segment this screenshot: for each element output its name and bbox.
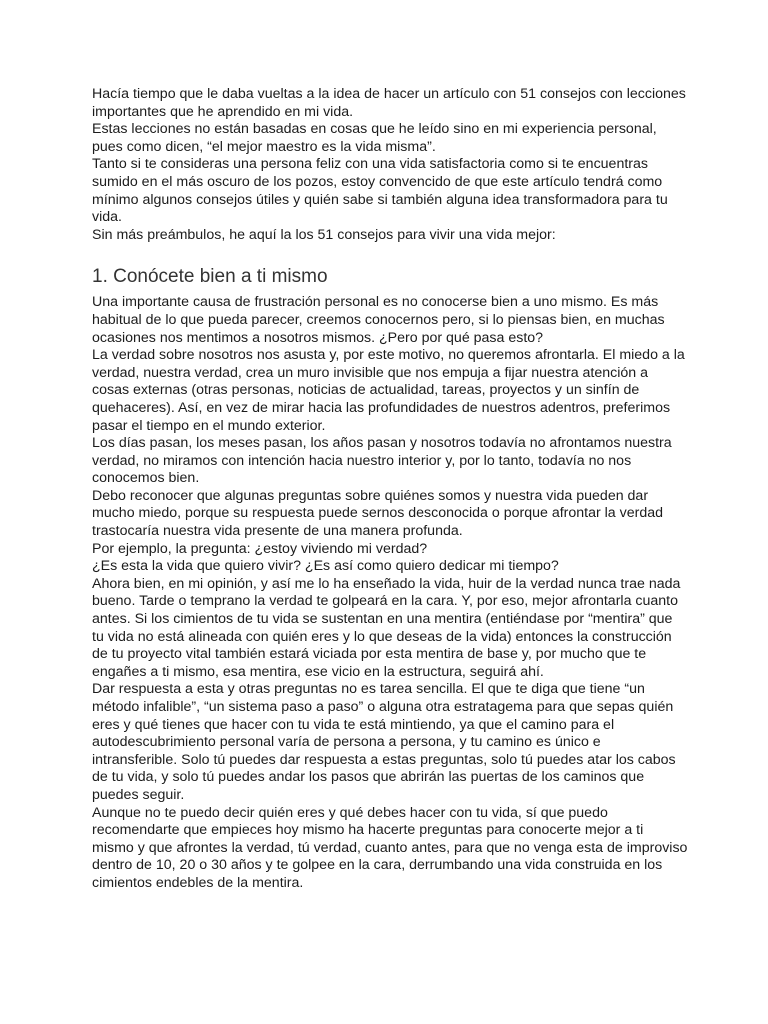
document-page [92,86,688,893]
section-heading: 1. Conócete bien a ti mismo [92,266,328,288]
body-paragraph: Por ejemplo, la pregunta: ¿estoy viviendo mi verdad? [92,540,428,557]
intro-paragraph: Hacía tiempo que le daba vueltas a la idea de hacer un artículo con 51 consejos con lecciones importantes que he aprendido en mi vida. [92,86,686,120]
body-paragraph: Los días pasan, los meses pasan, los años pasan y nosotros todavía no afrontamos nuestra verdad, no miramos con intención hacia nuestro interior y, por lo tanto, todavía no nos conocemos bien. [92,435,672,487]
body-paragraph: La verdad sobre nosotros nos asusta y, por este motivo, no queremos afrontarla. El miedo a la verdad, nuestra verdad, crea un muro invisible que nos empuja a fijar nuestra atención a cosas externas (otras personas, noticias de actualidad, tareas, proyectos y un sinfín de quehaceres). Así, en vez de mirar hacia las profundidades de nuestros adentros, preferimos pasar el tiempo en el mundo exterior. [92,347,685,434]
body-paragraph: Ahora bien, en mi opinión, y así me lo ha enseñado la vida, huir de la verdad nunca trae nada bueno. Tarde o temprano la verdad te golpeará en la cara. Y, por eso, mejor afrontarla cuanto antes. Si los cimientos de tu vida se sustentan en una mentira (entiéndase por “mentira” que tu vida no está alineada con quién eres y lo que deseas de la vida) entonces la construcción de tu proyecto vital también estará viciada por esta mentira de base y, por mucho que te engañes a ti mismo, esa mentira, ese vicio en la estructura, seguirá ahí. [92,575,681,680]
body-paragraph: Debo reconocer que algunas preguntas sobre quiénes somos y nuestra vida pueden dar mucho miedo, porque su respuesta puede sernos desconocida o porque afrontar la verdad trastocaría nuestra vida presente de una manera profunda. [92,487,664,540]
intro-paragraph: Estas lecciones no están basadas en cosas que he leído sino en mi experiencia personal, pues como dicen, “el mejor maestro es la vida misma”. [92,121,657,155]
intro-paragraph: Sin más preámbulos, he aquí la los 51 consejos para vivir una vida mejor: [92,226,556,243]
body-paragraph: Dar respuesta a esta y otras preguntas no es tarea sencilla. El que te diga que tiene “un método infalible”, “un sistema paso a paso” o alguna otra estratagema para que sepas quién eres y qué tienes que hacer con tu vida te está mintiendo, ya que el camino para el autodescubrimiento personal varía de persona a persona, y tu camino es único e intransferible. Solo tú puedes dar respuesta a estas preguntas, solo tú puedes atar los cabos de tu vida, y solo tú puedes andar los pasos que abrirán las puertas de los caminos que puedes seguir. [92,681,676,803]
body-paragraph: Una importante causa de frustración personal es no conocerse bien a uno mismo. Es más habitual de lo que pueda parecer, creemos conocernos pero, si lo piensas bien, en muchas ocasiones nos mentimos a nosotros mismos. ¿Pero por qué pasa esto? [92,294,665,346]
body-paragraph: ¿Es esta la vida que quiero vivir? ¿Es así como quiero dedicar mi tiempo? [92,558,559,575]
intro-paragraph: Tanto si te consideras una persona feliz con una vida satisfactoria como si te encuentras sumido en el más oscuro de los pozos, estoy convencido de que este artículo tendrá como mínimo algunos consejos útiles y quién sabe si también alguna idea transformadora para tu vida. [92,156,668,226]
body-paragraph: Aunque no te puedo decir quién eres y qué debes hacer con tu vida, sí que puedo recomendarte que empieces hoy mismo ha hacerte preguntas para conocerte mejor a ti mismo y que afrontes la verdad, tú verdad, cuanto antes, para que no venga esta de improviso dentro de 10, 20 o 30 años y te golpee en la cara, derrumbando una vida construida en los cimientos endebles de la mentira. [92,804,688,891]
